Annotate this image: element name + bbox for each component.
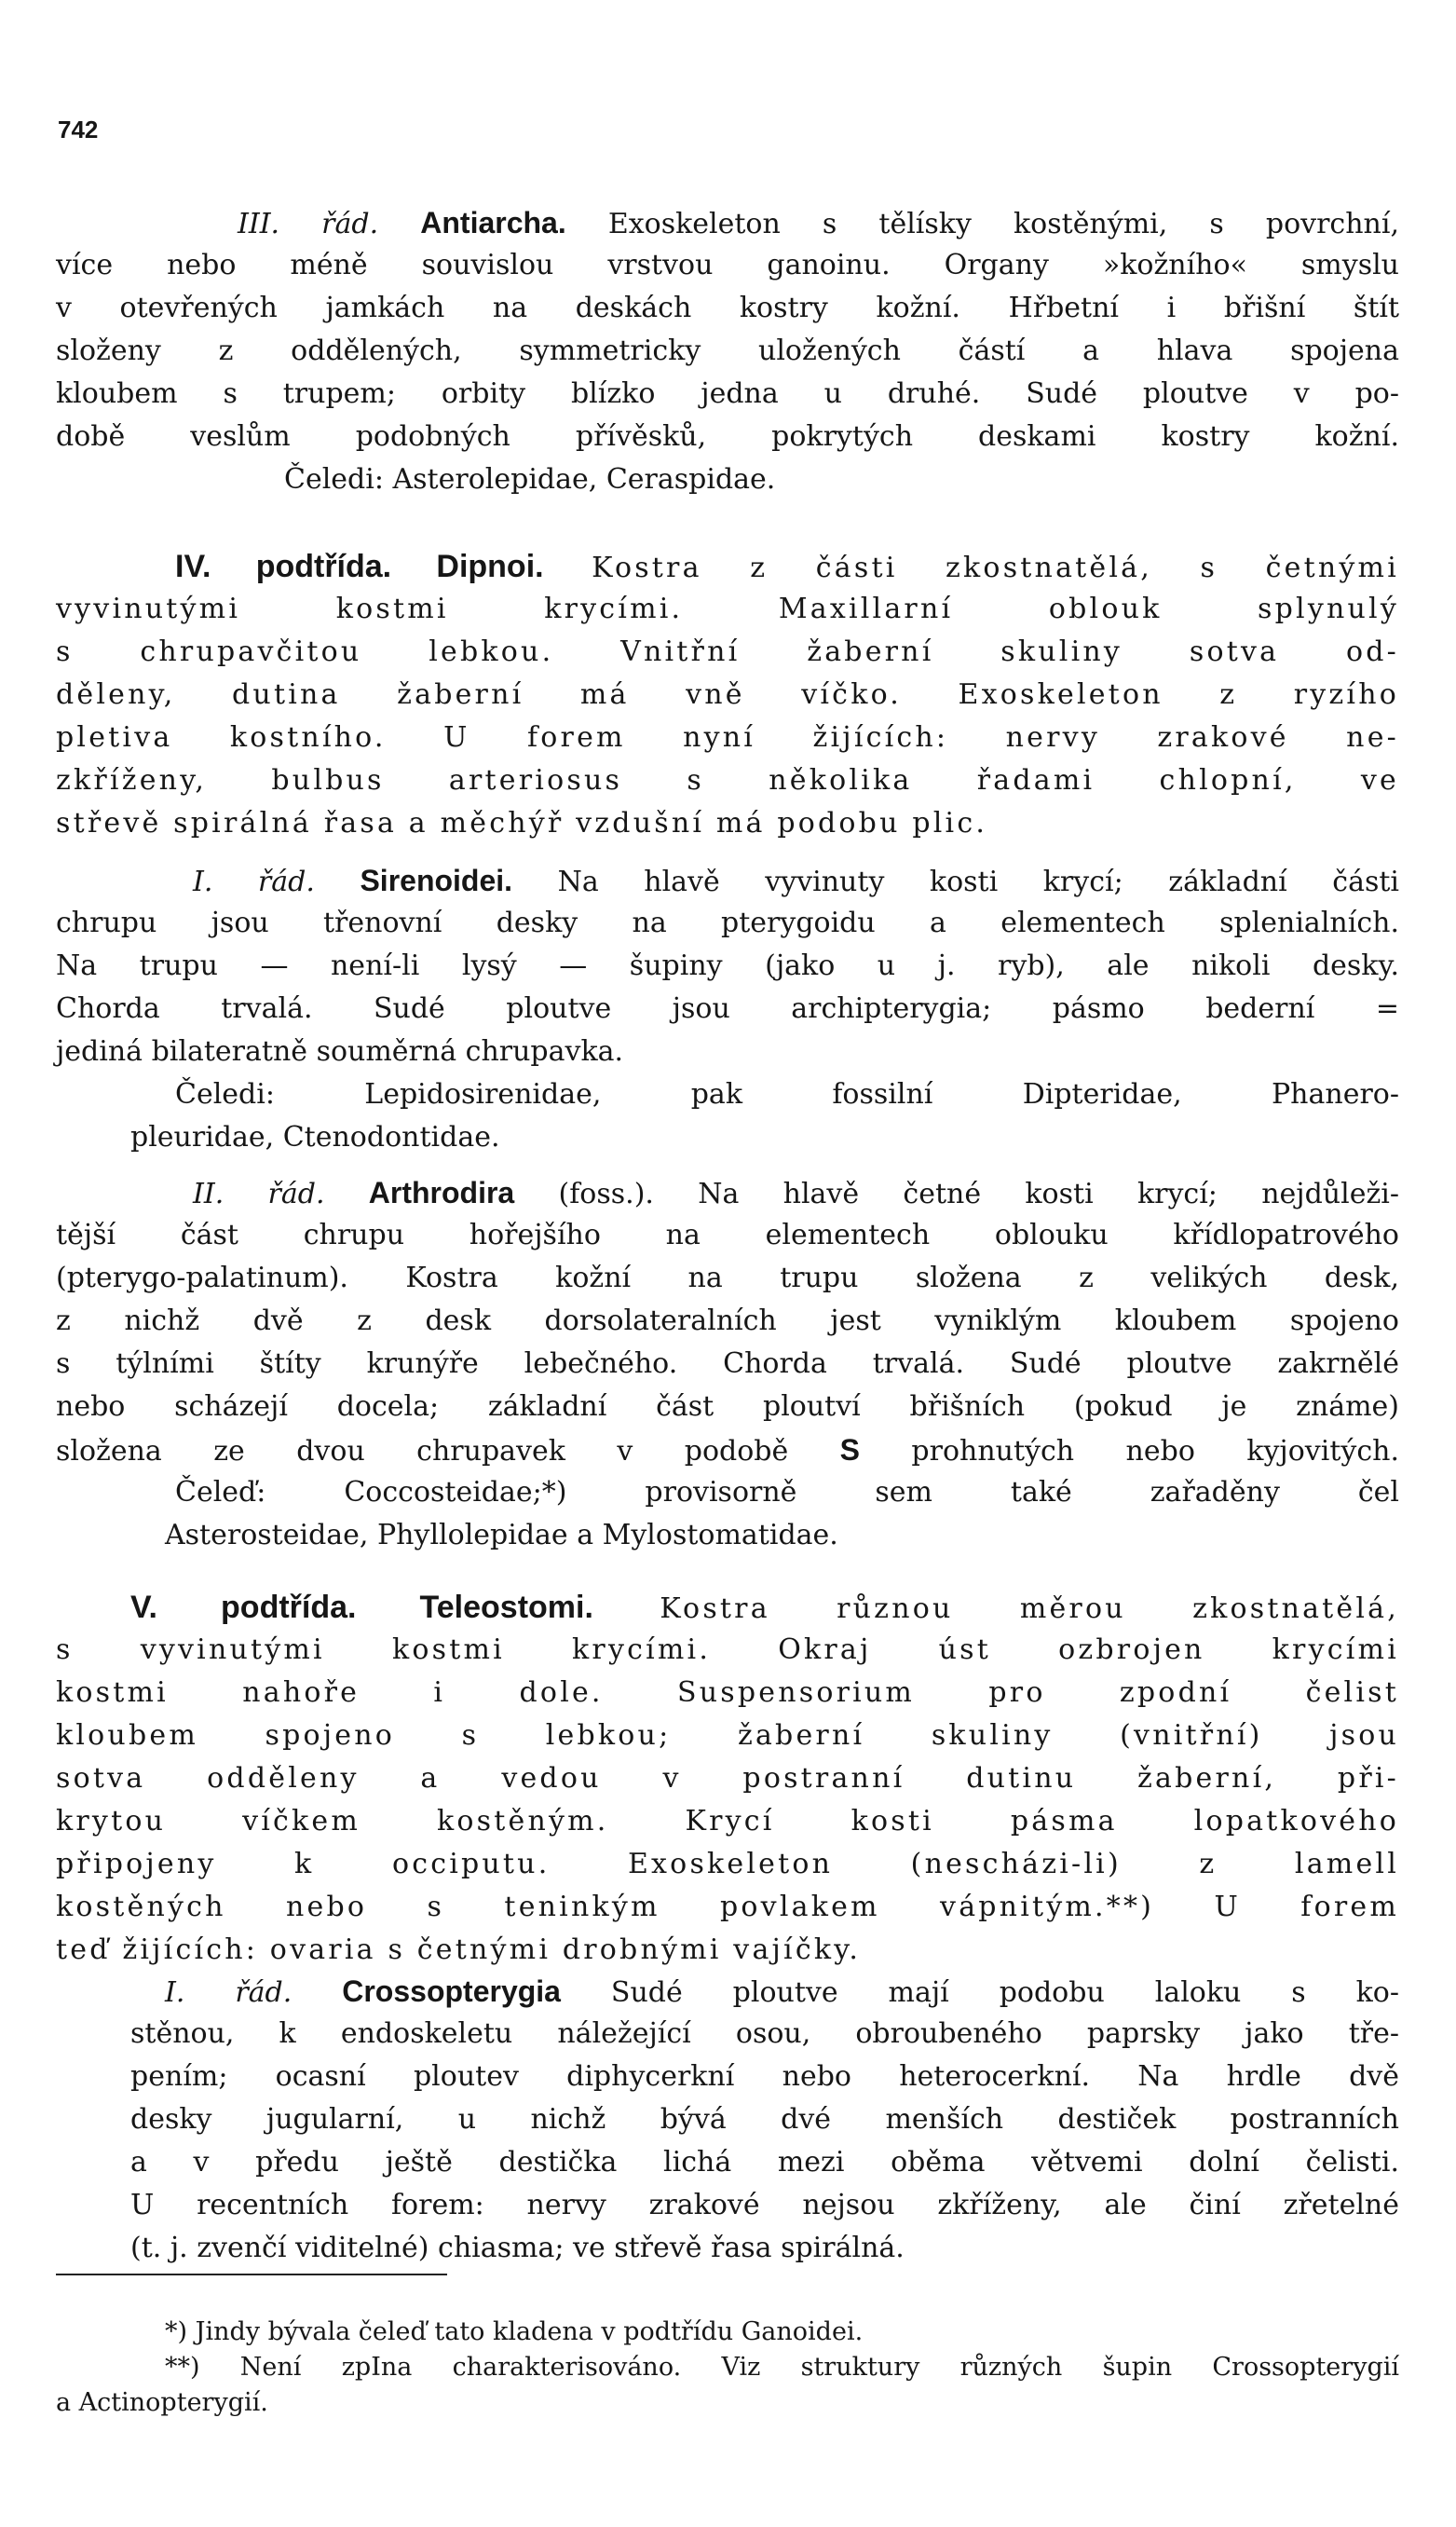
order-name: Crossopterygia bbox=[342, 1974, 561, 2008]
order-rank: I. řád. bbox=[165, 1976, 293, 2009]
text-line: Na trupu — není-li lysý — šupiny (jako u j. ryb), ale nikoli desky. bbox=[56, 949, 1399, 982]
text-line: s vyvinutými kostmi krycími. Okraj úst ozbrojen krycími bbox=[56, 1633, 1399, 1666]
page-number: 742 bbox=[58, 116, 99, 143]
text-line: sotva odděleny a vedou v postranní dutinu žaberní, při- bbox=[56, 1762, 1399, 1795]
text-line bbox=[56, 1171, 1399, 1214]
text-line bbox=[56, 545, 1399, 588]
section-crossopterygia bbox=[56, 1970, 1399, 2270]
text-line: krytou víčkem kostěným. Krycí kosti pásma lopatkového bbox=[56, 1805, 1399, 1837]
text-line bbox=[56, 1428, 1399, 1471]
text-line: a v předu ještě destička lichá mezi oběma větvemi dolní čelisti. bbox=[130, 2146, 1399, 2179]
text-line: (t. j. zvenčí viditelné) chiasma; ve střevě řasa spirálná. bbox=[130, 2232, 905, 2264]
order-name: Antiarcha. bbox=[420, 206, 566, 239]
footnotes bbox=[56, 2315, 1399, 2421]
text-line bbox=[56, 859, 1399, 902]
text-line: složeny z oddělených, symmetricky uložených částí a hlava spojena bbox=[56, 335, 1399, 367]
s-letter: S bbox=[839, 1433, 860, 1467]
text-line bbox=[56, 1586, 1399, 1629]
text-line: připojeny k occiputu. Exoskeleton (nescházi-li) z lamell bbox=[56, 1848, 1399, 1880]
text-line: stěnou, k endoskeletu náležející osou, obroubeného paprsky jako tře- bbox=[130, 2017, 1399, 2050]
text-line: pením; ocasní ploutev diphycerkní nebo heterocerkní. Na hrdle dvě bbox=[130, 2060, 1399, 2093]
text-line: zkříženy, bulbus arteriosus s několika řadami chlopní, ve bbox=[56, 764, 1399, 797]
order-rank: II. řád. bbox=[193, 1178, 325, 1210]
section-antiarcha bbox=[56, 201, 1399, 501]
text-line bbox=[56, 201, 1399, 244]
text-line: U recentních forem: nervy zrakové nejsou zkříženy, ale činí zřetelné bbox=[130, 2189, 1399, 2221]
text-line: kostmi nahoře i dole. Suspensorium pro zpodní čelist bbox=[56, 1676, 1399, 1709]
text-line: kloubem spojeno s lebkou; žaberní skuliny (vnitřní) jsou bbox=[56, 1719, 1399, 1752]
text-fragment: prohnutých nebo kyjovitých. bbox=[860, 1435, 1400, 1468]
text-fragment: složena ze dvou chrupavek v podobě bbox=[56, 1435, 840, 1468]
footnote-rule bbox=[56, 2274, 447, 2275]
order-name: Sirenoidei. bbox=[360, 864, 513, 897]
order-rank: III. řád. bbox=[238, 208, 379, 240]
text-line: v otevřených jamkách na deskách kostry kožní. Hřbetní i břišní štít bbox=[56, 292, 1399, 324]
text-line: kostěných nebo s teninkým povlakem vápnitým.**) U forem bbox=[56, 1891, 1399, 1923]
text-fragment: Sudé ploutve mají podobu laloku s ko- bbox=[560, 1976, 1399, 2009]
text-line: s týlními štíty krunýře lebečného. Chorda trvalá. Sudé ploutve zakrnělé bbox=[56, 1347, 1399, 1380]
families-line: Čeledi: Asterolepidae, Ceraspidae. bbox=[284, 463, 776, 496]
families-line: Asterosteidae, Phyllolepidae a Mylostomatidae. bbox=[165, 1519, 838, 1551]
text-line: teď žijících: ovaria s četnými drobnými vajíčky. bbox=[56, 1933, 862, 1966]
text-line: desky jugularní, u nichž bývá dvé menších destiček postranních bbox=[130, 2103, 1399, 2136]
families-line: pleuridae, Ctenodontidae. bbox=[130, 1121, 500, 1154]
text-line: více nebo méně souvislou vrstvou ganoinu. Organy »kožního« smyslu bbox=[56, 249, 1399, 281]
text-line: z nichž dvě z desk dorsolateralních jest vyniklým kloubem spojeno bbox=[56, 1304, 1399, 1337]
text-line: kloubem s trupem; orbity blízko jedna u druhé. Sudé ploutve v po- bbox=[56, 377, 1399, 410]
text-line: nebo scházejí docela; základní část ploutví břišních (pokud je známe) bbox=[56, 1390, 1399, 1423]
text-line: době veslům podobných přívěsků, pokrytých deskami kostry kožní. bbox=[56, 420, 1399, 453]
text-line: s chrupavčitou lebkou. Vnitřní žaberní skuliny sotva od- bbox=[56, 635, 1399, 668]
order-rank: I. řád. bbox=[193, 866, 315, 898]
subclass-heading: V. podtřída. Teleostomi. bbox=[130, 1590, 593, 1625]
families-line: Čeleď: Coccosteidae;*) provisorně sem také zařaděny čel bbox=[175, 1476, 1399, 1509]
section-dipnoi bbox=[56, 545, 1399, 845]
text-line: (pterygo-palatinum). Kostra kožní na trupu složena z velikých desk, bbox=[56, 1262, 1399, 1294]
text-fragment: Exoskeleton s tělísky kostěnými, s povrchní, bbox=[565, 208, 1399, 240]
text-line: jediná bilateratně souměrná chrupavka. bbox=[56, 1035, 624, 1068]
text-line: střevě spirálná řasa a měchýř vzdušní má podobu plic. bbox=[56, 807, 988, 840]
section-teleostomi bbox=[56, 1586, 1399, 1972]
footnote: a Actinopterygií. bbox=[56, 2388, 268, 2417]
families-line: Čeledi: Lepidosirenidae, pak fossilní Dipteridae, Phanero- bbox=[175, 1078, 1399, 1111]
section-arthrodira bbox=[56, 1171, 1399, 1557]
footnote: *) Jindy bývala čeleď tato kladena v podtřídu Ganoidei. bbox=[165, 2317, 864, 2346]
text-line bbox=[56, 1970, 1399, 2013]
text-line: Chorda trvalá. Sudé ploutve jsou archipterygia; pásmo bederní = bbox=[56, 992, 1399, 1025]
text-fragment: Kostra různou měrou zkostnatělá, bbox=[592, 1592, 1400, 1625]
text-line: chrupu jsou třenovní desky na pterygoidu a elementech splenialních. bbox=[56, 907, 1399, 939]
text-line: děleny, dutina žaberní má vně víčko. Exoskeleton z ryzího bbox=[56, 678, 1399, 711]
text-line: tější část chrupu hořejšího na elementech oblouku křídlopatrového bbox=[56, 1219, 1399, 1251]
text-line: pletiva kostního. U forem nyní žijících: nervy zrakové ne- bbox=[56, 721, 1399, 754]
order-name: Arthrodira bbox=[368, 1176, 515, 1209]
footnote: **) Není zpIna charakterisováno. Viz struktury různých šupin Crossopterygií bbox=[165, 2353, 1399, 2382]
section-sirenoidei bbox=[56, 859, 1399, 1159]
text-fragment: Kostra z části zkostnatělá, s četnými bbox=[543, 552, 1399, 584]
text-fragment: (foss.). Na hlavě četné kosti krycí; nejdůleži- bbox=[514, 1178, 1399, 1210]
text-line: vyvinutými kostmi krycími. Maxillarní oblouk splynulý bbox=[56, 593, 1399, 625]
text-fragment: Na hlavě vyvinuty kosti krycí; základní části bbox=[512, 866, 1399, 898]
subclass-heading: IV. podtřída. Dipnoi. bbox=[175, 549, 544, 584]
